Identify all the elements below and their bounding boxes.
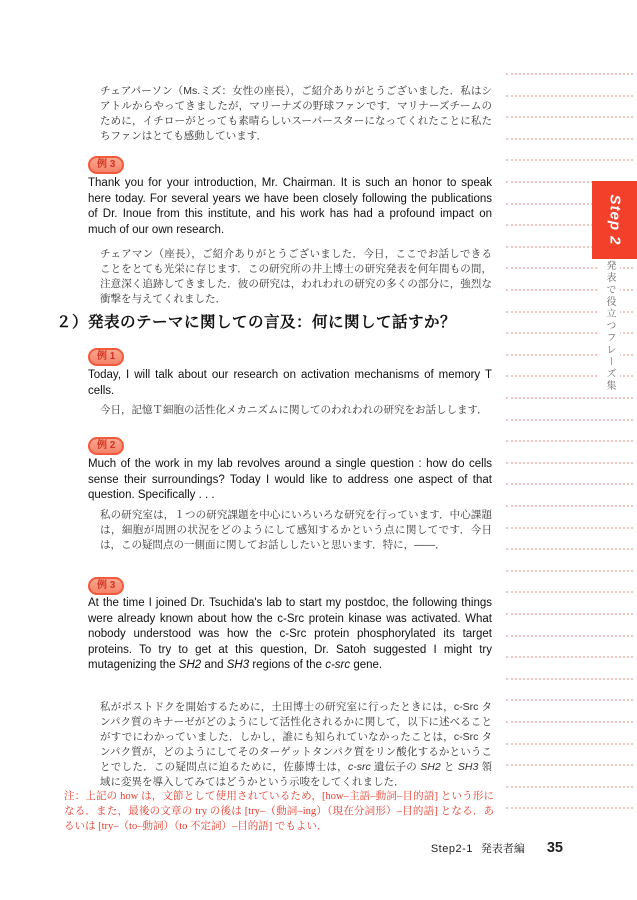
note-line [506, 440, 633, 442]
note-line [506, 95, 633, 97]
note-line [506, 764, 633, 766]
note-line [506, 721, 633, 723]
usage-note: 注：上記の how は，文節として使用されているため，[how–主語–動詞–目的語] という形になる．また，最後の文章の try の後は [try–（動詞–ing）（現在分詞形）–目的語] となる．あるいは [try–（to–動詞）（to 不定詞）–目的語] でもよい． [64, 791, 494, 832]
note-line [506, 419, 633, 421]
japanese-translation [100, 700, 492, 790]
example-badge: 例 1 [88, 348, 124, 366]
note-line [506, 699, 633, 701]
sidebar-caption: 発表で役立つフレーズ集 [599, 260, 620, 392]
footer-chapter: Step2-1 [430, 843, 473, 855]
note-line [506, 462, 633, 464]
footer-section: 発表者編 [480, 843, 525, 855]
english-paragraph: Thank you for your introduction, Mr. Chairman. It is such an honor to speak here today. For several years we have been closely following the publications of Dr. Inoue from this institute, and his work has had a profound impact on much of our own research. [88, 177, 492, 236]
japanese-text: 領域に変異を導入してみてはどうかという示唆をしてくれました． [100, 761, 493, 788]
step-tab [592, 181, 637, 259]
japanese-text: 私がポストドクを開始するために，土田博士の研究室に行ったときには，c-Src タンパク質のキナーゼがどのようにして活性化されるかに関して，以下に述べることがすでにわかっていました．しかし，誰にも知られていなかったことは，c-Src タンパク質が，どのようにしてそのターゲットタンパク質をリン酸化するかということでした．この疑問点に迫るために，佐藤博士は， [100, 701, 492, 773]
footer [431, 840, 563, 856]
note-line [506, 613, 633, 615]
note-line [506, 73, 633, 75]
japanese-text: と [440, 761, 458, 773]
english-text: gene. [350, 659, 383, 671]
page-number: 35 [546, 840, 563, 856]
japanese-translation: 今日，記憶Ｔ細胞の活性化メカニズムに関してのわれわれの研究をお話しします． [100, 404, 488, 416]
note-line [506, 483, 633, 485]
gene-term: SH3 [226, 659, 250, 671]
japanese-text: 遺伝子の [370, 761, 421, 773]
gene-term: c-src [347, 761, 371, 773]
gene-term: SH2 [420, 761, 441, 773]
english-paragraph [88, 596, 492, 674]
section-heading: ２）発表のテーマに関しての言及：何に関して話すか？ [56, 314, 457, 331]
english-paragraph: Much of the work in my lab revolves around a single question : how do cells sense their surroundings? Today I would like to address one aspect of that question. Specifically . . . [88, 458, 492, 501]
note-line [506, 743, 633, 745]
english-text: and [201, 659, 227, 671]
note-line [506, 138, 633, 140]
japanese-translation: 私の研究室は，１つの研究課題を中心にいろいろな研究を行っています．中心課題は，細胞が周囲の状況をどのようにして感知するかという点に関してです．今日は，この疑問点の一側面に関してお話ししたいと思います．特に，――． [100, 509, 492, 551]
note-line [506, 635, 633, 637]
note-line [506, 548, 633, 550]
margin-note-lines [506, 0, 633, 900]
note-line [506, 527, 633, 529]
english-paragraph: Today, I will talk about our research on activation mechanisms of memory T cells. [88, 369, 492, 397]
note-line [506, 678, 633, 680]
note-line [506, 159, 633, 161]
note-line [506, 807, 633, 809]
gene-term: c-src [325, 659, 351, 671]
example-badge: 例 3 [88, 156, 124, 174]
gene-term: SH2 [178, 659, 202, 671]
note-line [506, 116, 633, 118]
note-line [506, 397, 633, 399]
japanese-translation: チェアマン（座長），ご紹介ありがとうございました．今日，ここでお話しできることをとても光栄に存じます．この研究所の井上博士の研究発表を何年間もの間，注意深く追跡してきました．彼の研究は，われわれの研究の多くの部分に，強烈な衝撃を与えてくれました． [100, 248, 492, 305]
intro-translation: チェアパーソン（Ms.ミズ：女性の座長），ご紹介ありがとうございました．私はシアトルからやってきましたが，マリーナズの野球ファンです．マリナーズチームのために，イチローがとっても素晴らしいスーパースターになってくれたことに私たちファンはとても感動しています． [100, 85, 492, 142]
note-line [506, 656, 633, 658]
note-line [506, 786, 633, 788]
gene-term: SH3 [457, 761, 479, 773]
note-line [506, 570, 633, 572]
note-line [506, 505, 633, 507]
english-text: At the time I joined Dr. Tsuchida's lab to start my postdoc, the following things were already known about how the c-Src protein kinase was activated. What nobody understood was how the c-Src protein phosphorylated its target proteins. To try to get at this question, Dr. Satoh suggested I might try mutagenizing the [88, 597, 492, 671]
step-tab-label: Step 2 [606, 194, 623, 246]
example-badge: 例 2 [88, 437, 124, 455]
note-line [506, 591, 633, 593]
example-badge: 例 3 [88, 577, 124, 595]
english-text: regions of the [249, 659, 326, 671]
